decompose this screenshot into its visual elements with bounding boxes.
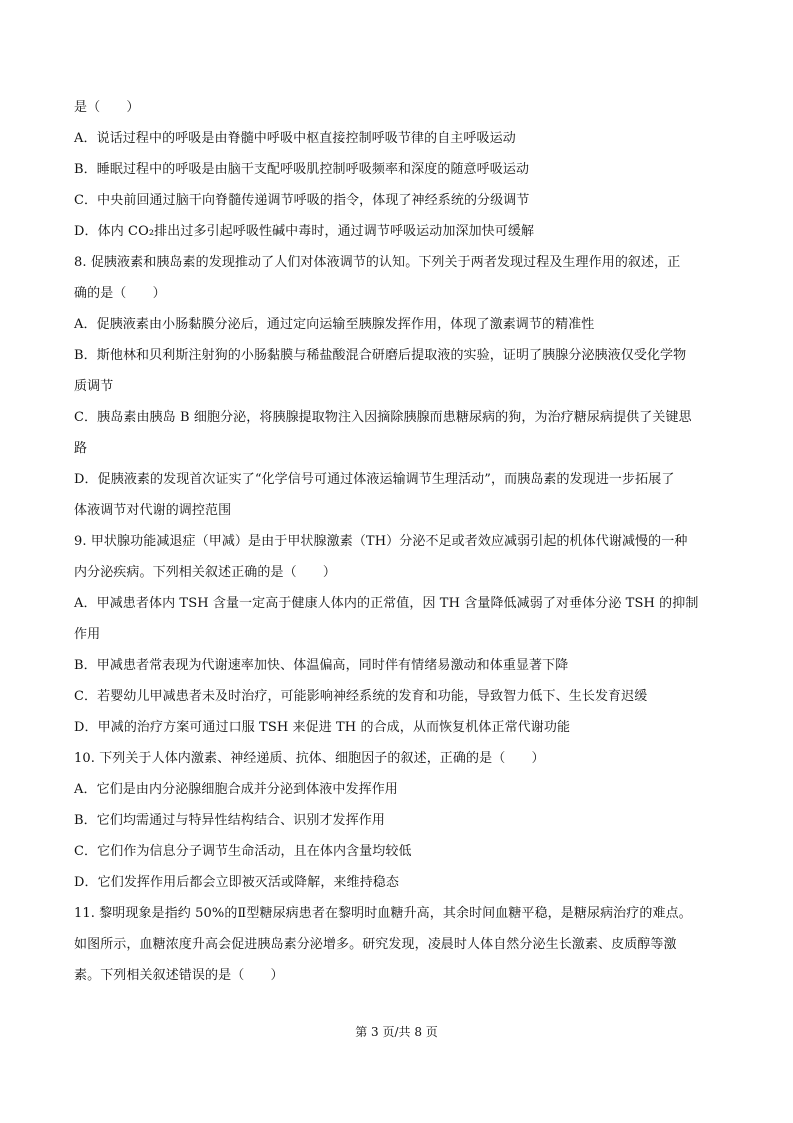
- q7-option-d: D．体内 CO₂排出过多引起呼吸性碱中毒时，通过调节呼吸运动加深加快可缓解: [74, 224, 535, 239]
- q11-stem-line1: 11. 黎明现象是指约 50%的Ⅱ型糖尿病患者在黎明时血糖升高，其余时间血糖平稳，是糖尿病治疗的难点。: [74, 906, 692, 921]
- q8-option-a: A．促胰液素由小肠黏膜分泌后，通过定向运输至胰腺发挥作用，体现了激素调节的精准性: [74, 317, 595, 332]
- q8-option-b-line1: B．斯他林和贝利斯注射狗的小肠黏膜与稀盐酸混合研磨后提取液的实验，证明了胰腺分泌胰液仅受化学物: [74, 348, 687, 363]
- q11-stem-line3: 素。下列相关叙述错误的是（ ）: [74, 968, 284, 983]
- q7-option-c: C．中央前回通过脑干向脊髓传递调节呼吸的指令，体现了神经系统的分级调节: [74, 193, 530, 208]
- q8-option-d-line1: D．促胰液素的发现首次证实了“化学信号可通过体液运输调节生理活动”，而胰岛素的发现进一步拓展了: [74, 472, 675, 487]
- q7-option-a: A．说话过程中的呼吸是由脊髓中呼吸中枢直接控制呼吸节律的自主呼吸运动: [74, 131, 516, 146]
- q9-option-a-line1: A．甲减患者体内 TSH 含量一定高于健康人体内的正常值，因 TH 含量降低减弱了对垂体分泌 TSH 的抑制: [74, 596, 699, 611]
- question-text-block: [74, 92, 724, 991]
- q9-option-a-line2: 作用: [74, 627, 101, 642]
- page-number-footer: 第 3 页/共 8 页: [355, 1025, 438, 1039]
- q11-stem-line2: 如图所示，血糖浓度升高会促进胰岛素分泌增多。研究发现，凌晨时人体自然分泌生长激素、皮质醇等激: [74, 937, 677, 952]
- q10-stem: 10. 下列关于人体内激素、神经递质、抗体、细胞因子的叙述，正确的是（ ）: [74, 751, 545, 766]
- q9-option-b: B．甲减患者常表现为代谢速率加快、体温偏高，同时伴有情绪易激动和体重显著下降: [74, 658, 569, 673]
- q7-option-b: B．睡眠过程中的呼吸是由脑干支配呼吸肌控制呼吸频率和深度的随意呼吸运动: [74, 162, 530, 177]
- q8-option-c-line2: 路: [74, 441, 88, 456]
- q9-stem-line1: 9. 甲状腺功能减退症（甲减）是由于甲状腺激素（TH）分泌不足或者效应减弱引起的机体代谢减慢的一种: [74, 534, 688, 549]
- q10-option-b: B．它们均需通过与特异性结构结合、识别才发挥作用: [74, 813, 385, 828]
- q9-stem-line2: 内分泌疾病。下列相关叙述正确的是（ ）: [74, 565, 337, 580]
- q10-option-c: C．它们作为信息分子调节生命活动，且在体内含量均较低: [74, 844, 412, 859]
- q9-option-c: C．若婴幼儿甲减患者未及时治疗，可能影响神经系统的发育和功能，导致智力低下、生长发育迟缓: [74, 689, 648, 704]
- q10-option-a: A．它们是由内分泌腺细胞合成并分泌到体液中发挥作用: [74, 782, 398, 797]
- q8-option-c-line1: C．胰岛素由胰岛 B 细胞分泌，将胰腺提取物注入因摘除胰腺而患糖尿病的狗，为治疗糖尿病提供了关键思: [74, 410, 692, 425]
- q8-stem-line1: 8. 促胰液素和胰岛素的发现推动了人们对体液调节的认知。下列关于两者发现过程及生理作用的叙述，正: [74, 255, 681, 270]
- q9-option-d: D．甲减的治疗方案可通过口服 TSH 来促进 TH 的合成，从而恢复机体正常代谢功能: [74, 720, 571, 735]
- q8-option-b-line2: 质调节: [74, 379, 114, 394]
- q7-stem-end: 是（ ）: [74, 100, 140, 115]
- q8-option-d-line2: 体液调节对代谢的调控范围: [74, 503, 232, 518]
- q8-stem-line2: 确的是（ ）: [74, 286, 166, 301]
- q10-option-d: D．它们发挥作用后都会立即被灭活或降解，来维持稳态: [74, 875, 399, 890]
